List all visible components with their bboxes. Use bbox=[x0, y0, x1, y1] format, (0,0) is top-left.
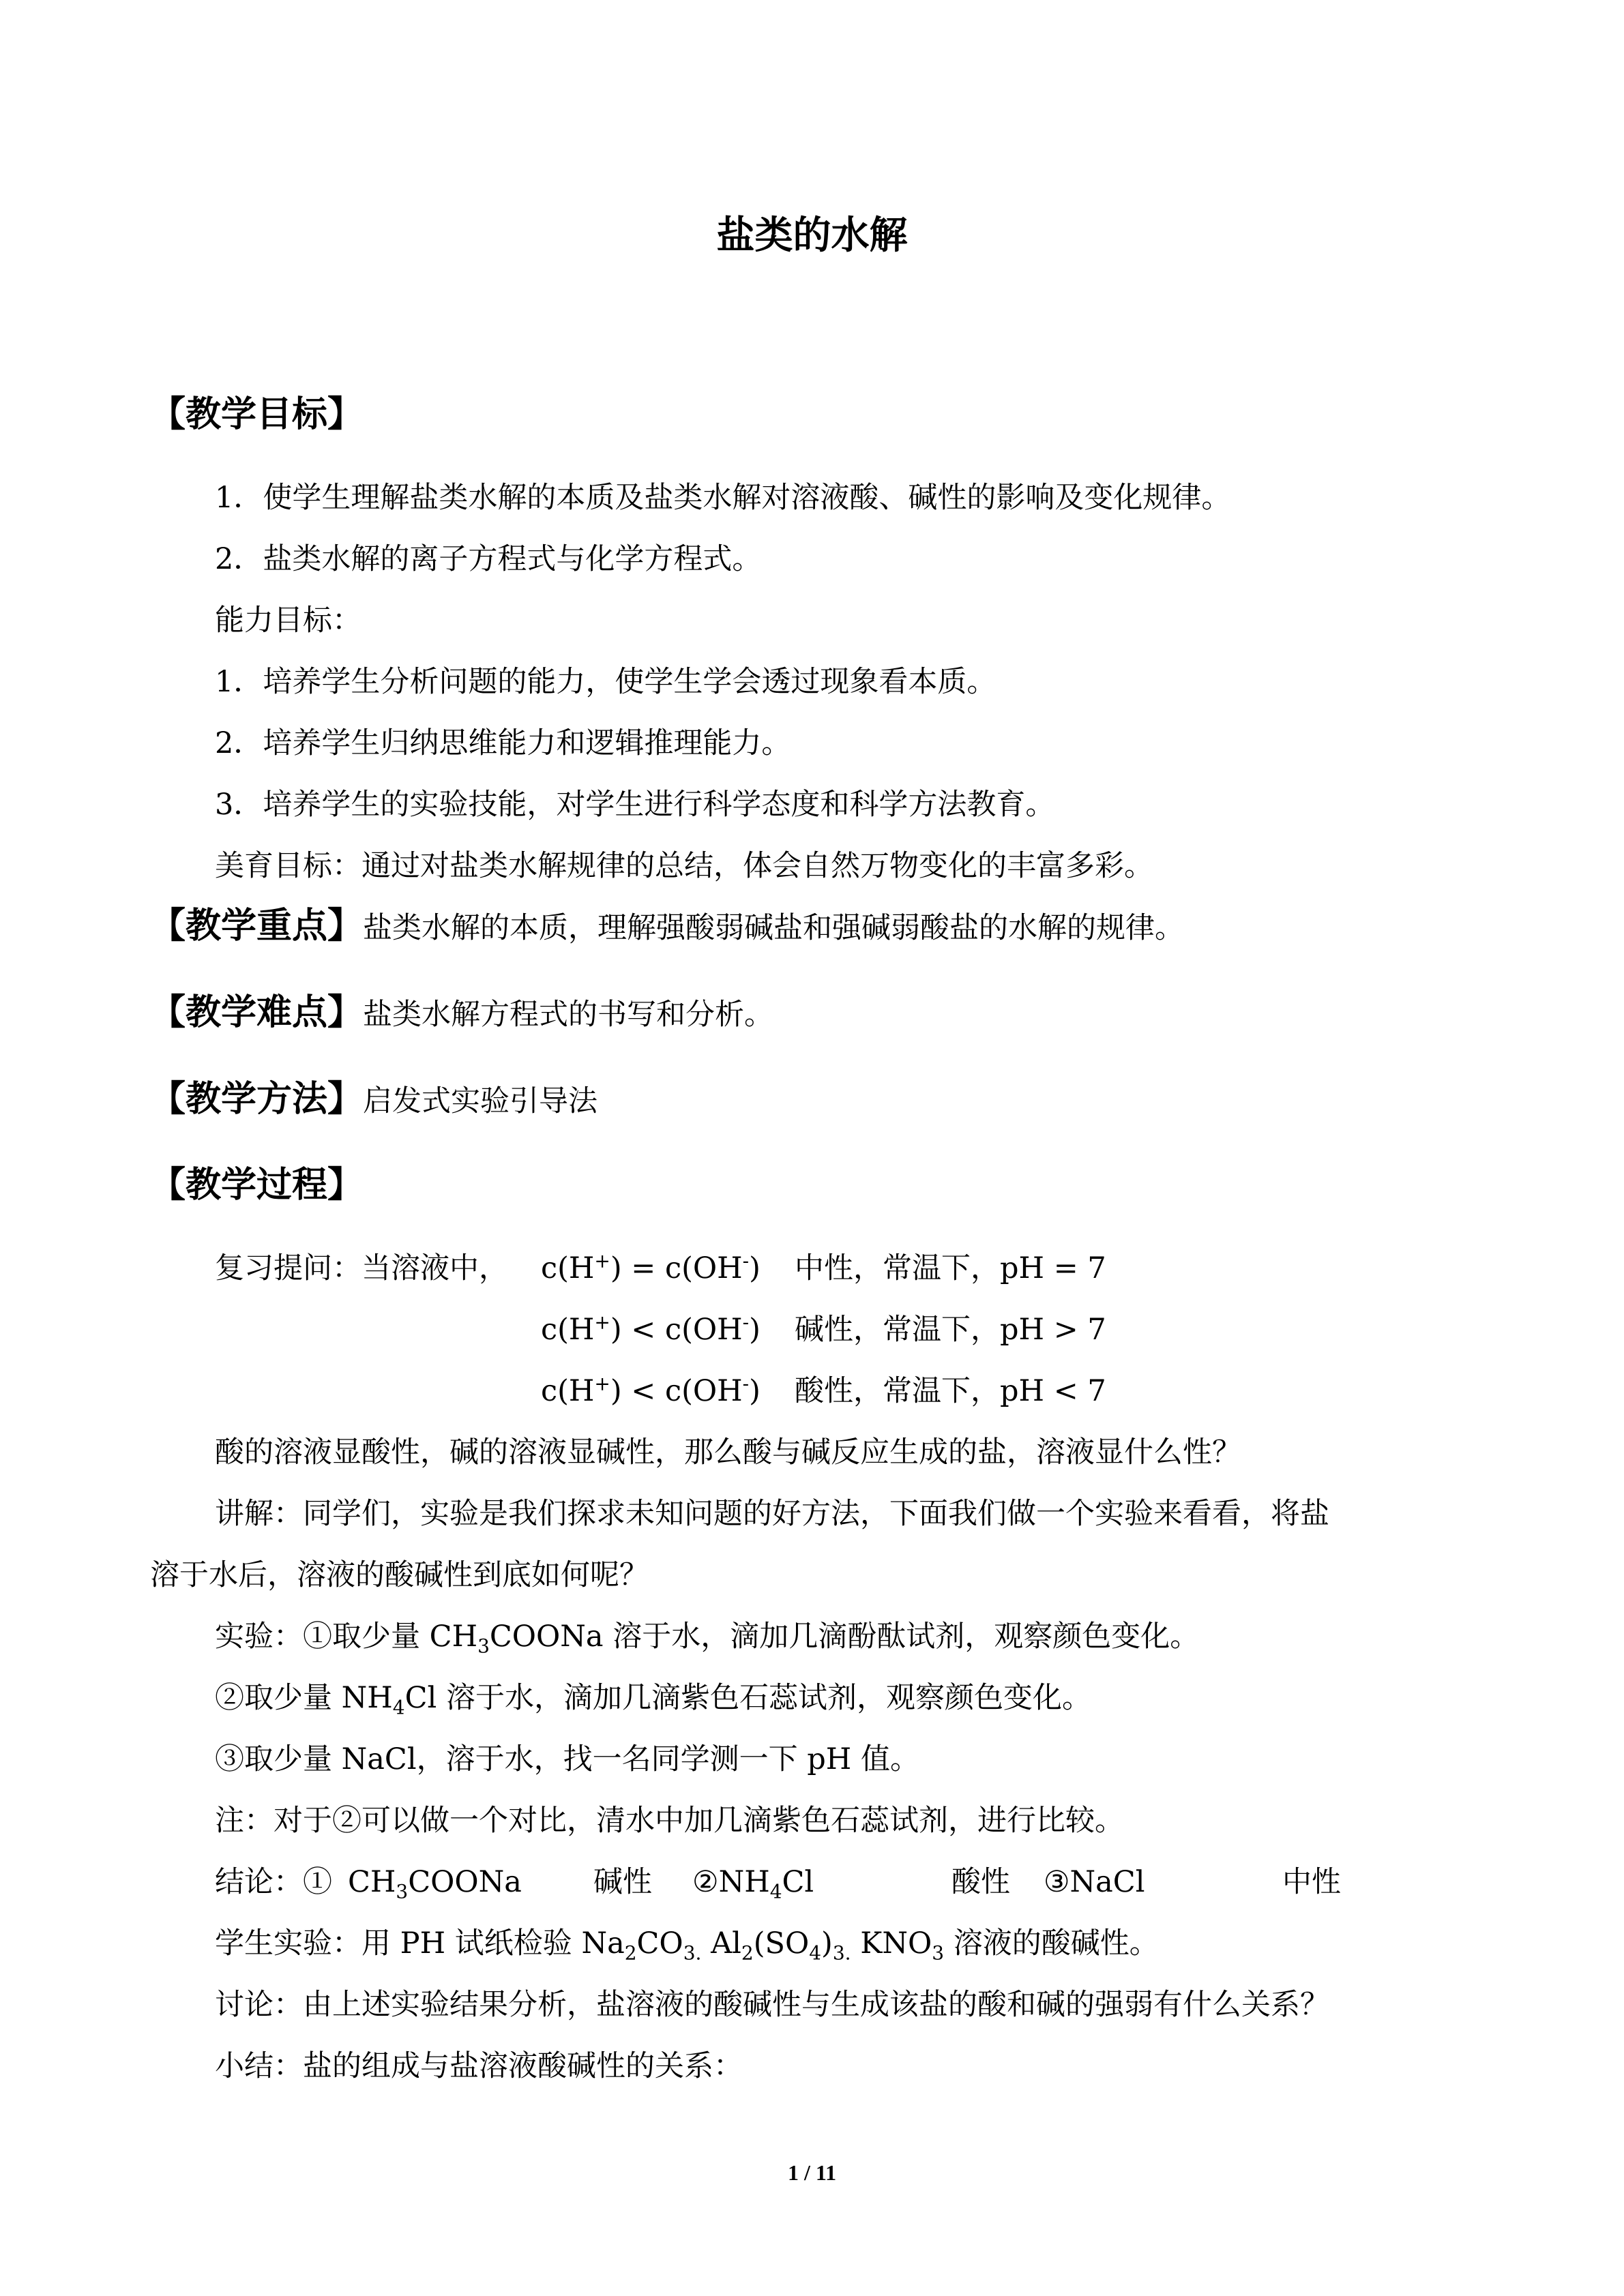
page-number: 1 / 11 bbox=[787, 2160, 837, 2185]
section-difficulty: 【教学难点】盐类水解方程式的书写和分析。 bbox=[150, 992, 774, 1033]
experiment-3: ③取少量 NaCl，溶于水，找一名同学测一下 pH 值。 bbox=[215, 1742, 919, 1776]
review-desc-3: 酸性，常温下，pH < 7 bbox=[795, 1374, 1106, 1408]
page-title: 盐类的水解 bbox=[716, 213, 908, 258]
review-desc-1: 中性，常温下，pH = 7 bbox=[795, 1251, 1106, 1285]
section-method: 【教学方法】启发式实验引导法 bbox=[150, 1079, 598, 1120]
ability-goal-1: 1．培养学生分析问题的能力，使学生学会透过现象看本质。 bbox=[215, 665, 996, 699]
salt-ch3coona: $CH_3COONa$ bbox=[348, 1865, 522, 1903]
review-desc-2: 碱性，常温下，pH > 7 bbox=[795, 1313, 1106, 1347]
aesthetic-goal: 美育目标：通过对盐类水解规律的总结，体会自然万物变化的丰富多彩。 bbox=[215, 849, 1153, 883]
ability-goal-label: 能力目标： bbox=[215, 603, 361, 638]
ability-goal-3: 3．培养学生的实验技能，对学生进行科学态度和科学方法教育。 bbox=[215, 788, 1055, 822]
section-heading-objectives: 【教学目标】 bbox=[150, 394, 364, 435]
experiment-note: 注：对于②可以做一个对比，清水中加几滴紫色石蕊试剂，进行比较。 bbox=[215, 1804, 1124, 1838]
student-experiment: 学生实验：用 PH 试纸检验 $Na_2CO_{3.}$ $Al_2(SO_4)_{3.}$ $KNO_3$ 溶液的酸碱性。 bbox=[215, 1926, 1159, 1965]
summary-paragraph: 小结：盐的组成与盐溶液酸碱性的关系： bbox=[215, 2049, 743, 2083]
objective-knowledge-1: 1．使学生理解盐类水解的本质及盐类水解对溶液酸、碱性的影响及变化规律。 bbox=[215, 481, 1231, 515]
review-formula-3: c(H+) < c(OH-) bbox=[541, 1372, 761, 1408]
section-focus: 【教学重点】盐类水解的本质，理解强酸弱碱盐和强碱弱酸盐的水解的规律。 bbox=[150, 906, 1185, 946]
question-paragraph: 酸的溶液显酸性，碱的溶液显碱性，那么酸与碱反应生成的盐，溶液显什么性？ bbox=[215, 1435, 1241, 1470]
document-page: 盐类的水解 【教学目标】 1．使学生理解盐类水解的本质及盐类水解对溶液酸、碱性的影响及变化规律。 2．盐类水解的离子方程式与化学方程式。 能力目标： 1．培养学生分析问题的能力，使学生学会透过现象看本质。 2．培养学生归纳思维能力和逻辑推理能力。 3．培养学生的实验技能，对学生进行科学态度和科学方法教育。 美育目标：通过对盐类水解规律的总结，体会自然万物变化的丰富多彩。 【教学重点】盐类水解的本质，理解强酸弱碱盐和强碱弱酸盐的水解的规律。 【教学难点】盐类水解方程式的书写和分析。 【教学方法】启发式实验引导法 【教学过程】 复习提问：当溶液中， c(H+) = c(OH-) 中性，常温下，pH = 7 c(H+) < c(OH-) 碱性，常温下，pH > 7 c(H+) < c(OH-) 酸性，常温下，pH < 7 酸的溶液显酸性，碱的溶液显碱性，那么酸与碱反应生成的盐，溶液显什么性？ 讲解：同学们，实验是我们探求未知问题的好方法，下面我们做一个实验来看看，将盐 溶于水后，溶液的酸碱性到底如何呢？ 实验：①取少量 $CH_3COONa$ 溶于水，滴加几滴酚酞试剂，观察颜色变化。 ②取少量 $NH_4Cl$ 溶于水，滴加几滴紫色石蕊试剂，观察颜色变化。 ③取少量 NaCl，溶于水，找一名同学测一下 pH 值。 注：对于②可以做一个对比，清水中加几滴紫色石蕊试剂，进行比较。 结论：① $CH_3COONa$ 碱性 $②NH_4Cl$ 酸性 ③NaCl 中性 学生实验：用 PH 试纸检验 $Na_2CO_{3.}$ $Al_2(SO_4)_{3.}$ $KNO_3$ 溶液的酸碱性。 讨论：由上述实验结果分析，盐溶液的酸碱性与生成该盐的酸和碱的强弱有什么关系？ 小结：盐的组成与盐溶液酸碱性的关系： 1 / 11 bbox=[0, 0, 1624, 2296]
review-formula-1: c(H+) = c(OH-) bbox=[541, 1249, 761, 1285]
experiment-2: ②取少量 $NH_4Cl$ 溶于水，滴加几滴紫色石蕊试剂，观察颜色变化。 bbox=[215, 1681, 1091, 1719]
experiment-1: 实验：①取少量 $CH_3COONa$ 溶于水，滴加几滴酚酞试剂，观察颜色变化。 bbox=[215, 1620, 1200, 1658]
discussion-paragraph: 讨论：由上述实验结果分析，盐溶液的酸碱性与生成该盐的酸和碱的强弱有什么关系？ bbox=[215, 1988, 1329, 2022]
review-prefix: 复习提问：当溶液中， bbox=[215, 1251, 508, 1285]
section-process-heading: 【教学过程】 bbox=[150, 1165, 364, 1206]
explanation-line-2: 溶于水后，溶液的酸碱性到底如何呢？ bbox=[150, 1558, 649, 1592]
review-formula-2: c(H+) < c(OH-) bbox=[541, 1311, 761, 1347]
explanation-line-1: 讲解：同学们，实验是我们探求未知问题的好方法，下面我们做一个实验来看看，将盐 bbox=[215, 1497, 1329, 1531]
objective-knowledge-2: 2．盐类水解的离子方程式与化学方程式。 bbox=[215, 542, 762, 576]
ability-goal-2: 2．培养学生归纳思维能力和逻辑推理能力。 bbox=[215, 726, 791, 760]
